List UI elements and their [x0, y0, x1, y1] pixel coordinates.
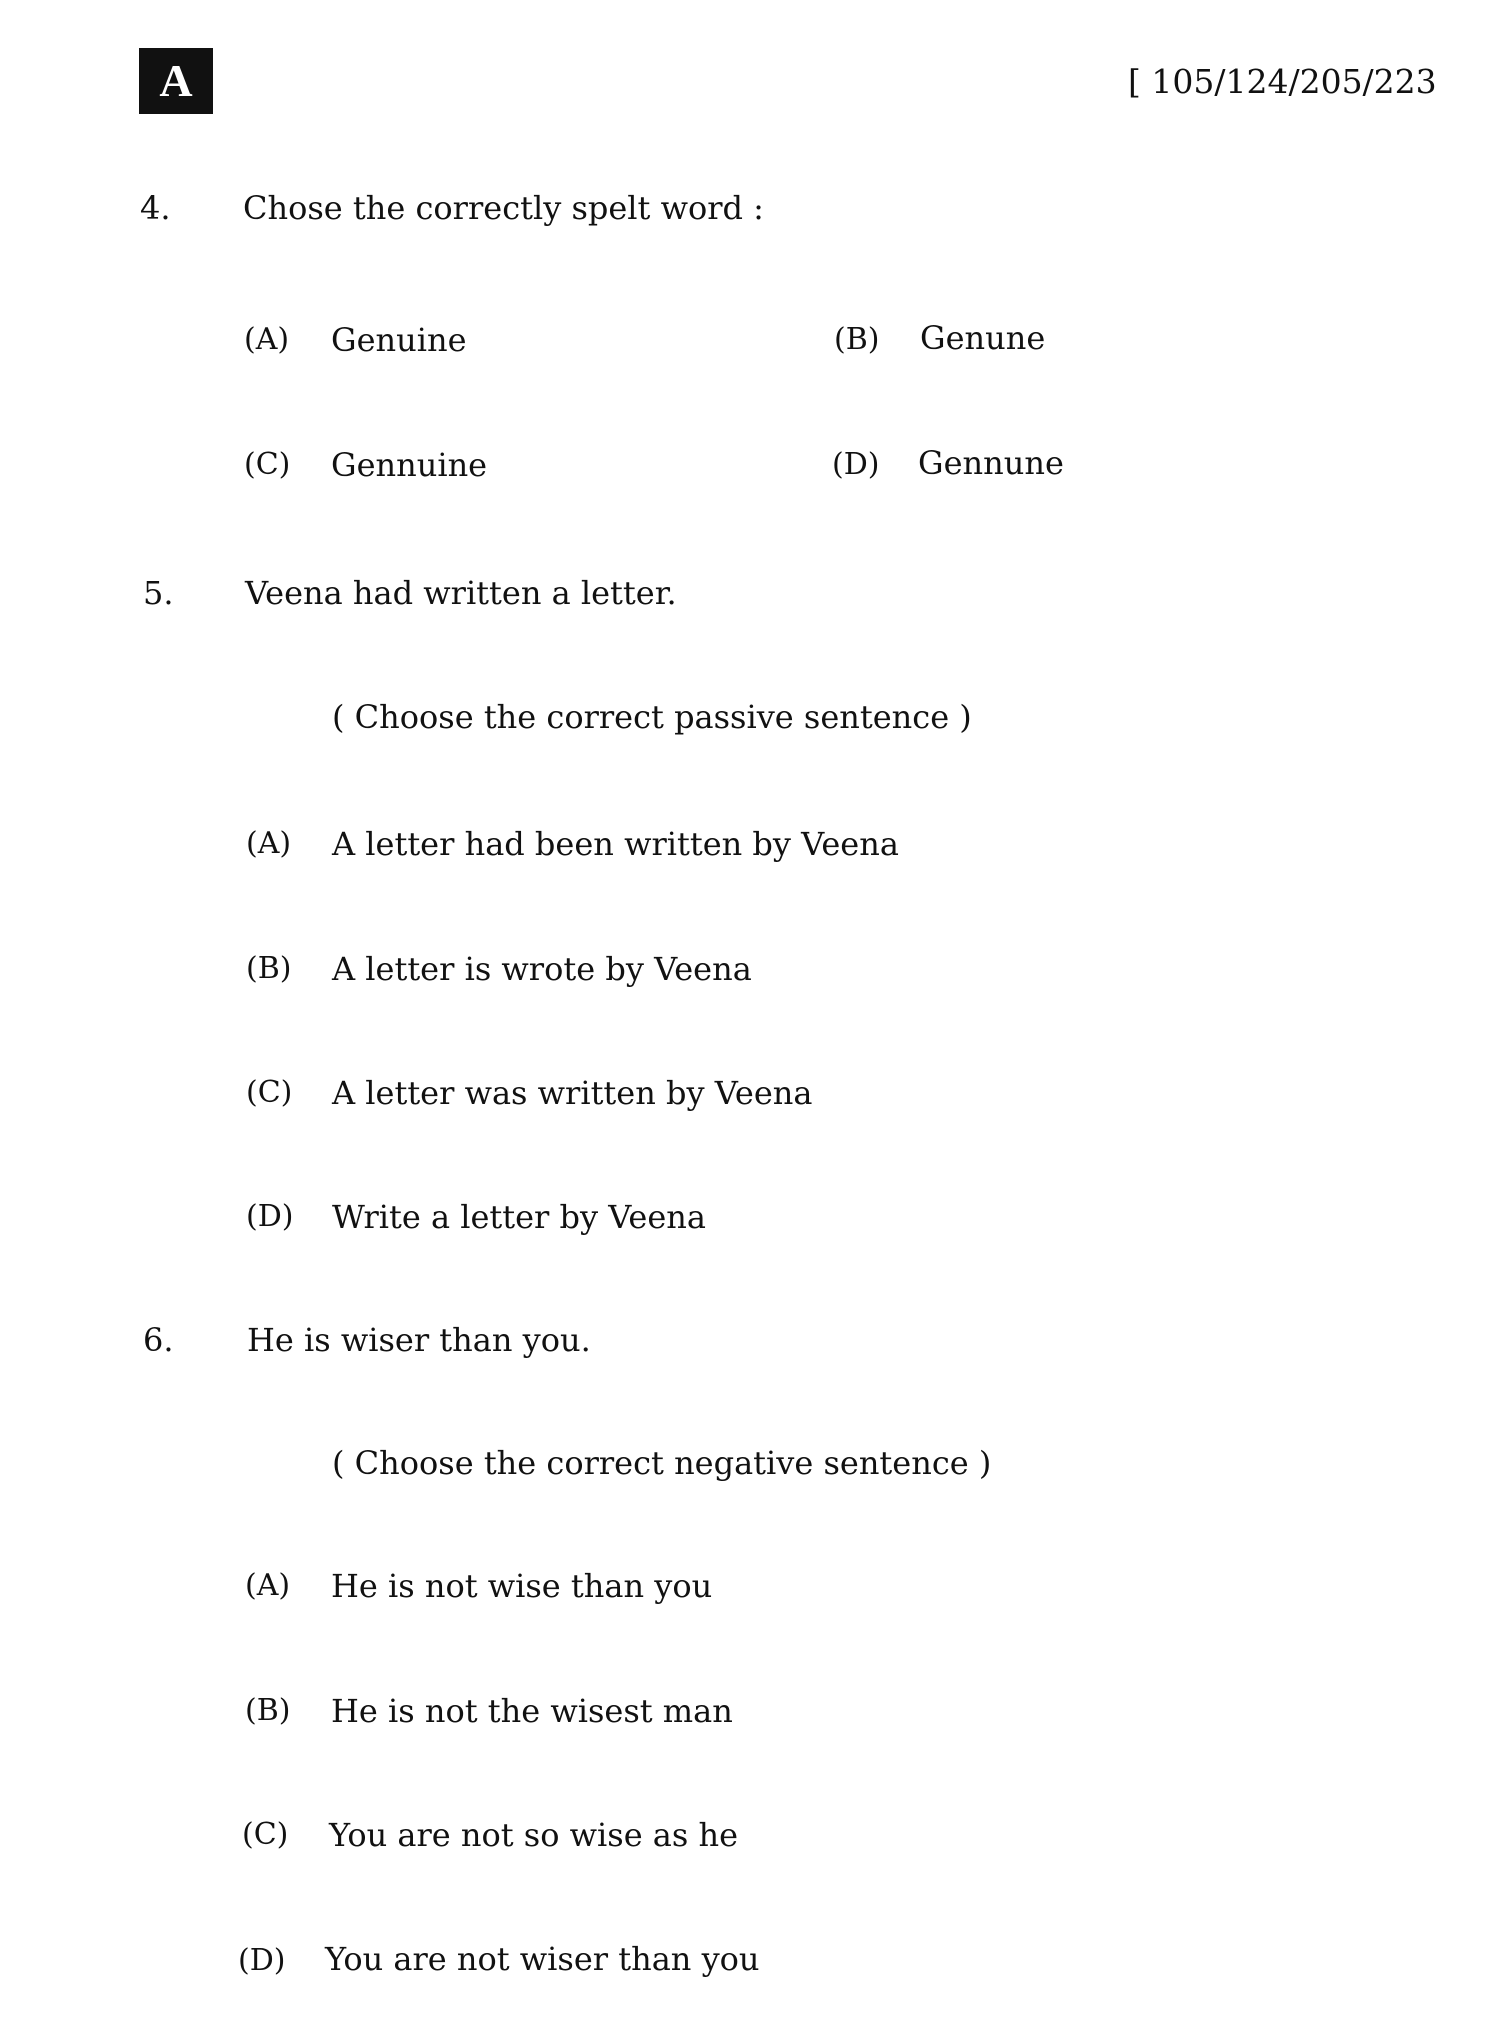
- option-text: Gennune: [918, 444, 1064, 482]
- option-label: (B): [245, 1693, 291, 1728]
- option-label: (C): [244, 447, 291, 482]
- question-instruction: ( Choose the correct negative sentence ): [332, 1444, 992, 1482]
- paper-code: [ 105/124/205/223: [1128, 62, 1437, 101]
- option-label: (D): [246, 1199, 294, 1234]
- option-label: (A): [245, 1568, 291, 1603]
- question-number: 6.: [143, 1321, 174, 1359]
- question-text: Veena had written a letter.: [245, 574, 677, 612]
- option-text: He is not wise than you: [331, 1567, 713, 1605]
- question-number: 5.: [143, 574, 174, 612]
- set-badge: A: [139, 48, 213, 114]
- option-text: You are not wiser than you: [325, 1940, 760, 1978]
- option-label: (D): [832, 447, 880, 482]
- option-text: Write a letter by Veena: [332, 1198, 706, 1236]
- option-label: (A): [246, 826, 292, 861]
- option-text: Gennuine: [331, 446, 488, 484]
- option-text: He is not the wisest man: [331, 1692, 733, 1730]
- option-label: (A): [244, 322, 290, 357]
- option-text: A letter is wrote by Veena: [332, 950, 752, 988]
- option-label: (C): [246, 1075, 293, 1110]
- question-instruction: ( Choose the correct passive sentence ): [332, 698, 972, 736]
- option-label: (B): [834, 322, 880, 357]
- option-text: Genuine: [331, 321, 467, 359]
- option-text: You are not so wise as he: [329, 1816, 739, 1854]
- question-text: Chose the correctly spelt word :: [243, 189, 764, 227]
- question-text: He is wiser than you.: [247, 1321, 591, 1359]
- option-label: (B): [246, 951, 292, 986]
- option-text: A letter was written by Veena: [332, 1074, 813, 1112]
- option-text: A letter had been written by Veena: [332, 825, 899, 863]
- option-label: (C): [242, 1817, 289, 1852]
- question-number: 4.: [140, 189, 171, 227]
- option-text: Genune: [920, 319, 1046, 357]
- option-label: (D): [238, 1943, 286, 1978]
